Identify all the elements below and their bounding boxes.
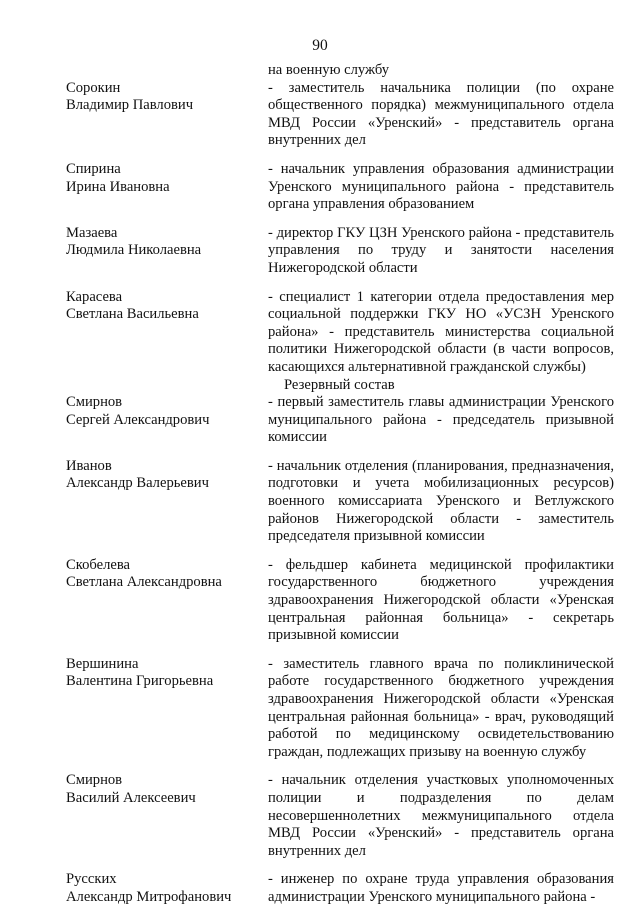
- member-surname: Скобелева: [66, 556, 131, 573]
- member-name: [66, 656, 266, 691]
- member-surname: Карасева: [66, 288, 123, 305]
- member-entry: [66, 289, 614, 377]
- member-name: [66, 458, 266, 493]
- member-surname: Смирнов: [66, 772, 123, 789]
- member-name: [66, 289, 266, 324]
- member-surname: Вершинина: [66, 655, 139, 672]
- member-given-name: Сергей Александрович: [66, 411, 210, 428]
- member-role: - специалист 1 категории отдела предоставления мер социальной поддержки ГКУ НО «УСЗН Уренского района» - представитель министерства социальной политики Нижегородской области (в части вопросов, касающихся альтернативной гражданской службы): [268, 288, 614, 375]
- member-surname: Сорокин: [66, 79, 121, 96]
- member-name: [66, 772, 266, 807]
- member-name: [66, 80, 266, 115]
- member-name: [66, 225, 266, 260]
- member-role: - первый заместитель главы администрации Уренского муниципального района - председатель призывной комиссии: [268, 394, 614, 446]
- member-name: [66, 871, 266, 906]
- member-entry: [66, 557, 614, 645]
- member-entry: [66, 394, 614, 447]
- member-name: [66, 161, 266, 196]
- member-given-name: Ирина Ивановна: [66, 178, 170, 195]
- reserve-heading: Резервный состав: [284, 376, 395, 393]
- member-role: - заместитель начальника полиции (по охране общественного порядка) межмуниципального отдела МВД России «Уренский» - представитель органа внутренних дел: [268, 79, 614, 149]
- member-given-name: Светлана Васильевна: [66, 306, 199, 323]
- member-surname: Мазаева: [66, 224, 118, 241]
- member-name: [66, 557, 266, 592]
- member-given-name: Валентина Григорьевна: [66, 673, 214, 690]
- member-surname: Иванов: [66, 457, 112, 474]
- member-role: - начальник отделения (планирования, предназначения, подготовки и учета мобилизационных ресурсов) военного комиссариата Уренского и Ветлужского районов Нижегородской области - заместитель председателя призывной комиссии: [268, 457, 614, 545]
- member-entry: [66, 225, 614, 278]
- member-role: - заместитель главного врача по поликлинической работе государственного бюджетного учреждения здравоохранения Нижегородской области «Уренская центральная районная больница» - врач, руководящий работой по медицинскому освидетельствованию граждан, подлежащих призыву на военную службу: [268, 655, 614, 760]
- member-surname: Смирнов: [66, 394, 123, 411]
- member-role: - инженер по охране труда управления образования администрации Уренского муниципального района -: [268, 871, 614, 905]
- continued-role-text: на военную службу: [268, 62, 390, 78]
- member-role: - начальник управления образования администрации Уренского муниципального района - представитель органа управления образованием: [268, 160, 614, 213]
- member-role: - директор ГКУ ЦЗН Уренского района - представитель управления по труду и занятости населения Нижегородской области: [268, 224, 614, 276]
- member-given-name: Людмила Николаевна: [66, 242, 202, 259]
- member-entry: [66, 871, 614, 906]
- member-given-name: Василий Алексеевич: [66, 789, 196, 806]
- continued-text: [66, 62, 614, 80]
- member-name: [66, 394, 266, 429]
- member-given-name: Александр Валерьевич: [66, 475, 209, 492]
- page-number: 90: [312, 37, 328, 54]
- member-surname: Спирина: [66, 160, 121, 177]
- member-entry: [66, 80, 614, 150]
- member-entry: [66, 161, 614, 214]
- member-role: - начальник отделения участковых уполномоченных полиции и подразделения по делам несовершеннолетних межмуниципального отдела МВД России «Уренский» - представитель органа внутренних дел: [268, 772, 614, 859]
- member-given-name: Александр Митрофанович: [66, 888, 232, 905]
- member-given-name: Светлана Александровна: [66, 574, 222, 591]
- member-entry: [66, 772, 614, 860]
- member-entry: [66, 458, 614, 546]
- commission-list: [66, 62, 614, 907]
- member-entry: [66, 656, 614, 762]
- member-surname: Русских: [66, 871, 117, 888]
- member-role: - фельдшер кабинета медицинской профилактики государственного бюджетного учреждения здравоохранения Нижегородской области «Уренская центральная районная больница» - секретарь призывной комиссии: [268, 556, 614, 644]
- member-given-name: Владимир Павлович: [66, 97, 194, 114]
